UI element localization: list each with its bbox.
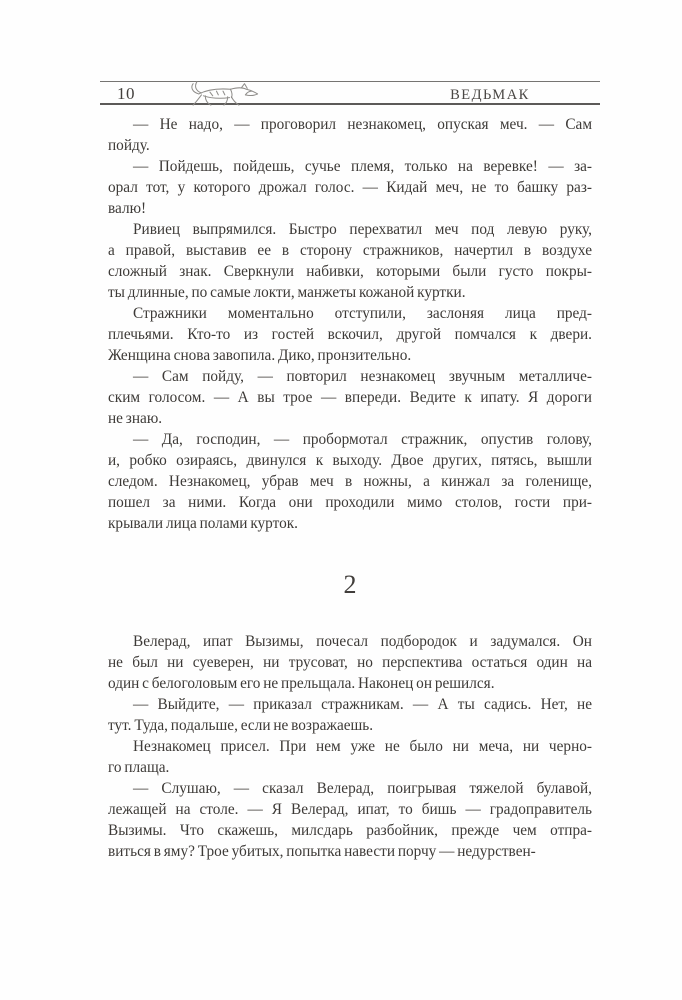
text-line: Стражники моментально отступили, заслоняя лица пред-: [133, 305, 592, 322]
text-line: Ривиец выпрямился. Быстро перехватил меч под левую руку,: [133, 221, 592, 238]
text-line: — Пойдешь, пойдешь, сучье племя, только на веревке! — за-: [133, 158, 592, 175]
paragraph: [108, 219, 592, 303]
text-line: виться в яму? Трое убитых, попытка навести порчу — недурствен-: [108, 843, 536, 860]
text-line: а правой, выставив ее в сторону стражников, начертил в воздухе: [108, 242, 592, 259]
text-line: Незнакомец присел. При нем уже не было ни меча, ни черно-: [133, 738, 592, 755]
text-line: плечьями. Кто-то из гостей вскочил, другой помчался к двери.: [108, 326, 592, 343]
header-rule-top: [100, 81, 600, 82]
text-line: лежащей на столе. — Я Велерад, ипат, то бишь — градоправитель: [108, 801, 592, 818]
text-line: ты длинные, по самые локти, манжеты кожаной куртки.: [108, 284, 466, 301]
text-line: Женщина снова завопила. Дико, пронзительно.: [108, 347, 412, 364]
page-number: 10: [117, 84, 135, 103]
text-line: — Не надо, — проговорил незнакомец, опуская меч. — Сам: [133, 116, 592, 133]
text-line: пойду.: [108, 137, 150, 154]
section-number: 2: [343, 570, 357, 599]
text-line: го плаща.: [108, 759, 170, 776]
paragraph: [108, 366, 592, 429]
paragraph: [108, 114, 592, 156]
text-line: не был ни суеверен, ни трусоват, но перспектива остаться один на: [108, 654, 592, 671]
text-line: сложный знак. Сверкнули набивки, которыми были густо покры-: [108, 263, 592, 280]
text-line: тут. Туда, подальше, если не возражаешь.: [108, 717, 374, 734]
text-line: — Выйдите, — приказал стражникам. — А ты садись. Нет, не: [133, 696, 592, 713]
paragraph: [108, 429, 592, 534]
text-line: орал тот, у которого дрожал голос. — Кидай меч, не то башку раз-: [108, 179, 592, 196]
text-line: — Да, господин, — пробормотал стражник, опустив голову,: [133, 431, 592, 448]
text-line: ским голосом. — А вы трое — впереди. Ведите к ипату. Я дороги: [108, 389, 592, 406]
paragraph: [108, 156, 592, 219]
paragraph: [108, 778, 592, 862]
text-line: не знаю.: [108, 410, 163, 427]
text-line: и, робко озираясь, двинулся к выходу. Двое других, пятясь, вышли: [108, 452, 592, 469]
text-line: Велерад, ипат Вызимы, почесал подбородок и задумался. Он: [133, 633, 592, 650]
text-line: следом. Незнакомец, убрав меч в ножны, а кинжал за голенище,: [108, 473, 592, 490]
running-title: ВЕДЬМАК: [450, 87, 530, 103]
paragraph: [108, 303, 592, 366]
wolf-ornament-icon: [186, 79, 260, 107]
paragraph: [108, 736, 592, 778]
text-line: один с белоголовым его не прельщала. Наконец он решился.: [108, 675, 495, 692]
text-line: — Сам пойду, — повторил незнакомец звучным металличе-: [133, 368, 592, 385]
text-block: [108, 114, 592, 862]
paragraph: [108, 631, 592, 694]
text-line: — Слушаю, — сказал Велерад, поигрывая тяжелой булавой,: [133, 780, 592, 797]
text-line: пошел за ними. Когда они проходили мимо столов, гости при-: [108, 494, 592, 511]
paragraph: [108, 694, 592, 736]
text-line: крывали лица полами курток.: [108, 515, 299, 532]
text-line: валю!: [108, 200, 147, 217]
text-line: Вызимы. Что скажешь, милсдарь разбойник, прежде чем отпра-: [108, 822, 592, 839]
